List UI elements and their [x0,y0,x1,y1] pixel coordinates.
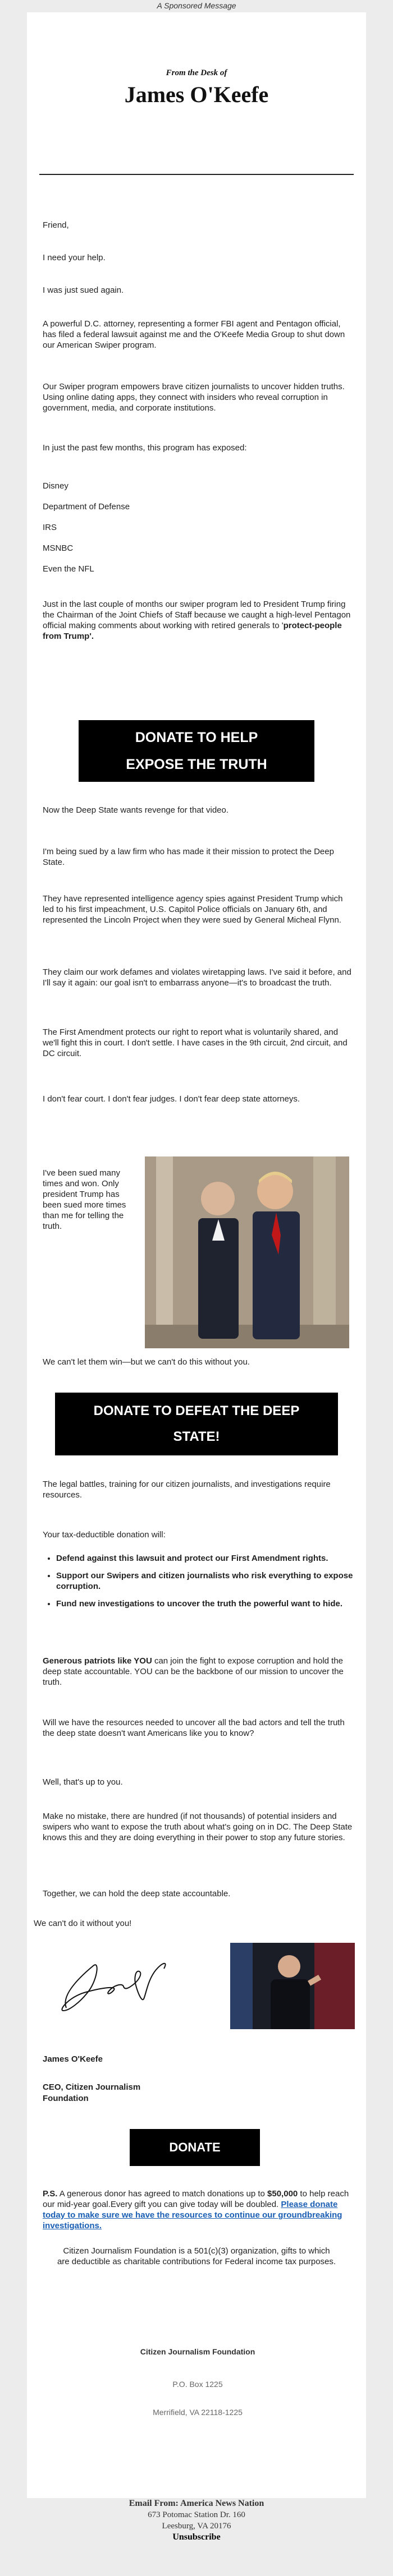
exposed-item: MSNBC [43,543,74,553]
email-footer [0,2498,393,2543]
paragraph: The First Amendment protects our right to report what is voluntarily shared, and we'll fight this in court. I don't settle. I have cases in the 9th circuit, 2nd circuit, and DC circuit. [43,1027,348,1058]
email-card [27,12,366,2498]
nonprofit-disclaimer: Citizen Journalism Foundation is a 501(c)(3) organization, gifts to which are deductible as charitable contributions for Federal income tax purposes. [57,2246,336,2266]
donate-button[interactable] [130,2129,260,2166]
footer-street: 673 Potomac Station Dr. 160 [148,2510,245,2519]
paragraph: I'm being sued by a law firm who has made it their mission to protect the Deep State. [43,847,334,867]
paragraph: They claim our work defames and violates wiretapping laws. I've said it before, and I'll say it again: our goal isn't to embarrass anyone—it's to broadcast the truth. [43,967,351,988]
greeting: Friend, [43,220,69,230]
paragraph: I've been sued many times and won. Only president Trump has been sued more times than me for telling the truth. [43,1168,126,1231]
paragraph [43,1656,353,1688]
photo-illustration [230,1943,355,2029]
paragraph: We can't let them win—but we can't do this without you. [43,1357,250,1367]
donate-link[interactable]: Please donate today to make sure we have the resources to continue our groundbreaking investigations. [43,2200,342,2231]
letter-header [27,68,366,108]
ps-label: P.S. [43,2189,58,2199]
org-name: Citizen Journalism Foundation [140,2347,255,2356]
donation-benefits-list [44,1553,364,1616]
sponsored-label: A Sponsored Message [157,1,236,10]
paragraph: Our Swiper program empowers brave citizen journalists to uncover hidden truths. Using online dating apps, they connect with insiders who reveal corruption in government, media, and corporate institutions. [43,382,345,413]
list-item: • Fund new investigations to uncover the truth the powerful want to hide. [56,1598,364,1609]
list-item: • Support our Swipers and citizen journalists who risk everything to expose corruption. [56,1570,364,1592]
unsubscribe-link[interactable]: Unsubscribe [172,2532,221,2542]
p17-text: can join the fight to expose corruption and hold the deep state accountable. YOU can be the backbone of our mission to uncover the truth. [43,1656,344,1687]
exposed-item: IRS [43,523,57,532]
ps-paragraph [43,2188,353,2231]
p6-text: Just in the last couple of months our swiper program led to President Trump firing the Chairman of the Joint Chiefs of Staff because we caught a high-level Pentagon official making comments about working with retired generals to ' [43,600,351,630]
header-divider [39,174,354,175]
signature-title: Foundation [43,2094,89,2103]
paragraph [43,599,353,642]
list-item: • Defend against this lawsuit and protect our First Amendment rights. [56,1553,364,1564]
paragraph: In just the past few months, this program has exposed: [43,443,247,453]
sender-name-title: James O'Keefe [124,82,269,107]
footer-city: Leesburg, VA 20176 [162,2522,231,2531]
okeefe-trump-photo [145,1156,349,1348]
paragraph: Your tax-deductible donation will: [43,1530,166,1540]
signature-name: James O'Keefe [43,2054,103,2064]
exposed-item: Even the NFL [43,564,94,574]
paragraph: Will we have the resources needed to uncover all the bad actors and tell the truth the deep state doesn't want Americans like you to know? [43,1718,345,1738]
paragraph: We can't do it without you! [34,1919,132,1928]
button-label: DONATE TO DEFEAT THE DEEP [93,1403,300,1418]
signature-title: CEO, Citizen Journalism [43,2082,141,2092]
paragraph: Make no mistake, there are hundred (if not thousands) of potential insiders and swipers who want to expose the truth about what's going on in DC. The Deep State knows this and they are doing everything in their power to stop any future stories. [43,1812,353,1842]
button-label: DONATE TO HELP [135,730,258,745]
paragraph: Now the Deep State wants revenge for that video. [43,805,229,815]
org-po-box: P.O. Box 1225 [172,2380,223,2389]
button-label: EXPOSE THE TRUTH [126,757,267,772]
donate-defeat-button[interactable] [55,1393,338,1455]
paragraph: I was just sued again. [43,285,124,295]
photo-illustration [145,1156,349,1348]
exposed-item: Disney [43,481,68,491]
ps-text: to help reach our mid-year goal.Every gift you can give today will be doubled. [43,2189,349,2209]
okeefe-speaking-photo [230,1943,355,2029]
button-label: STATE! [173,1429,220,1444]
exposed-item: Department of Defense [43,502,130,511]
paragraph: Well, that's up to you. [43,1777,123,1787]
donate-help-button[interactable] [79,720,314,782]
paragraph: They have represented intelligence agency spies against President Trump which led to his first impeachment, U.S. Capitol Police officials on January 6th, and represented the Lincoln Project when they were sued by General Micheal Flynn. [43,894,343,925]
from-desk-label: From the Desk of [166,68,227,77]
paragraph: A powerful D.C. attorney, representing a former FBI agent and Pentagon official, has filed a federal lawsuit against me and the O'Keefe Media Group to shut down our American Swiper program. [43,319,345,350]
ps-text: A generous donor has agreed to match donations up to [57,2189,268,2199]
paragraph: I don't fear court. I don't fear judges. I don't fear deep state attorneys. [43,1094,300,1104]
button-label: DONATE [169,2140,221,2154]
ps-amount: $50,000 [267,2189,298,2199]
org-city: Merrifield, VA 22118-1225 [153,2408,243,2417]
email-from: Email From: America News Nation [129,2499,264,2508]
paragraph: The legal battles, training for our citizen journalists, and investigations require resources. [43,1480,331,1500]
signature-illustration [44,1941,179,2025]
paragraph: Together, we can hold the deep state accountable. [43,1889,231,1898]
p6-end: '. [89,632,94,641]
p6-bold: protect-people from Trump [43,621,342,641]
paragraph: I need your help. [43,253,106,262]
bold-lead: Generous patriots like YOU [43,1656,152,1666]
